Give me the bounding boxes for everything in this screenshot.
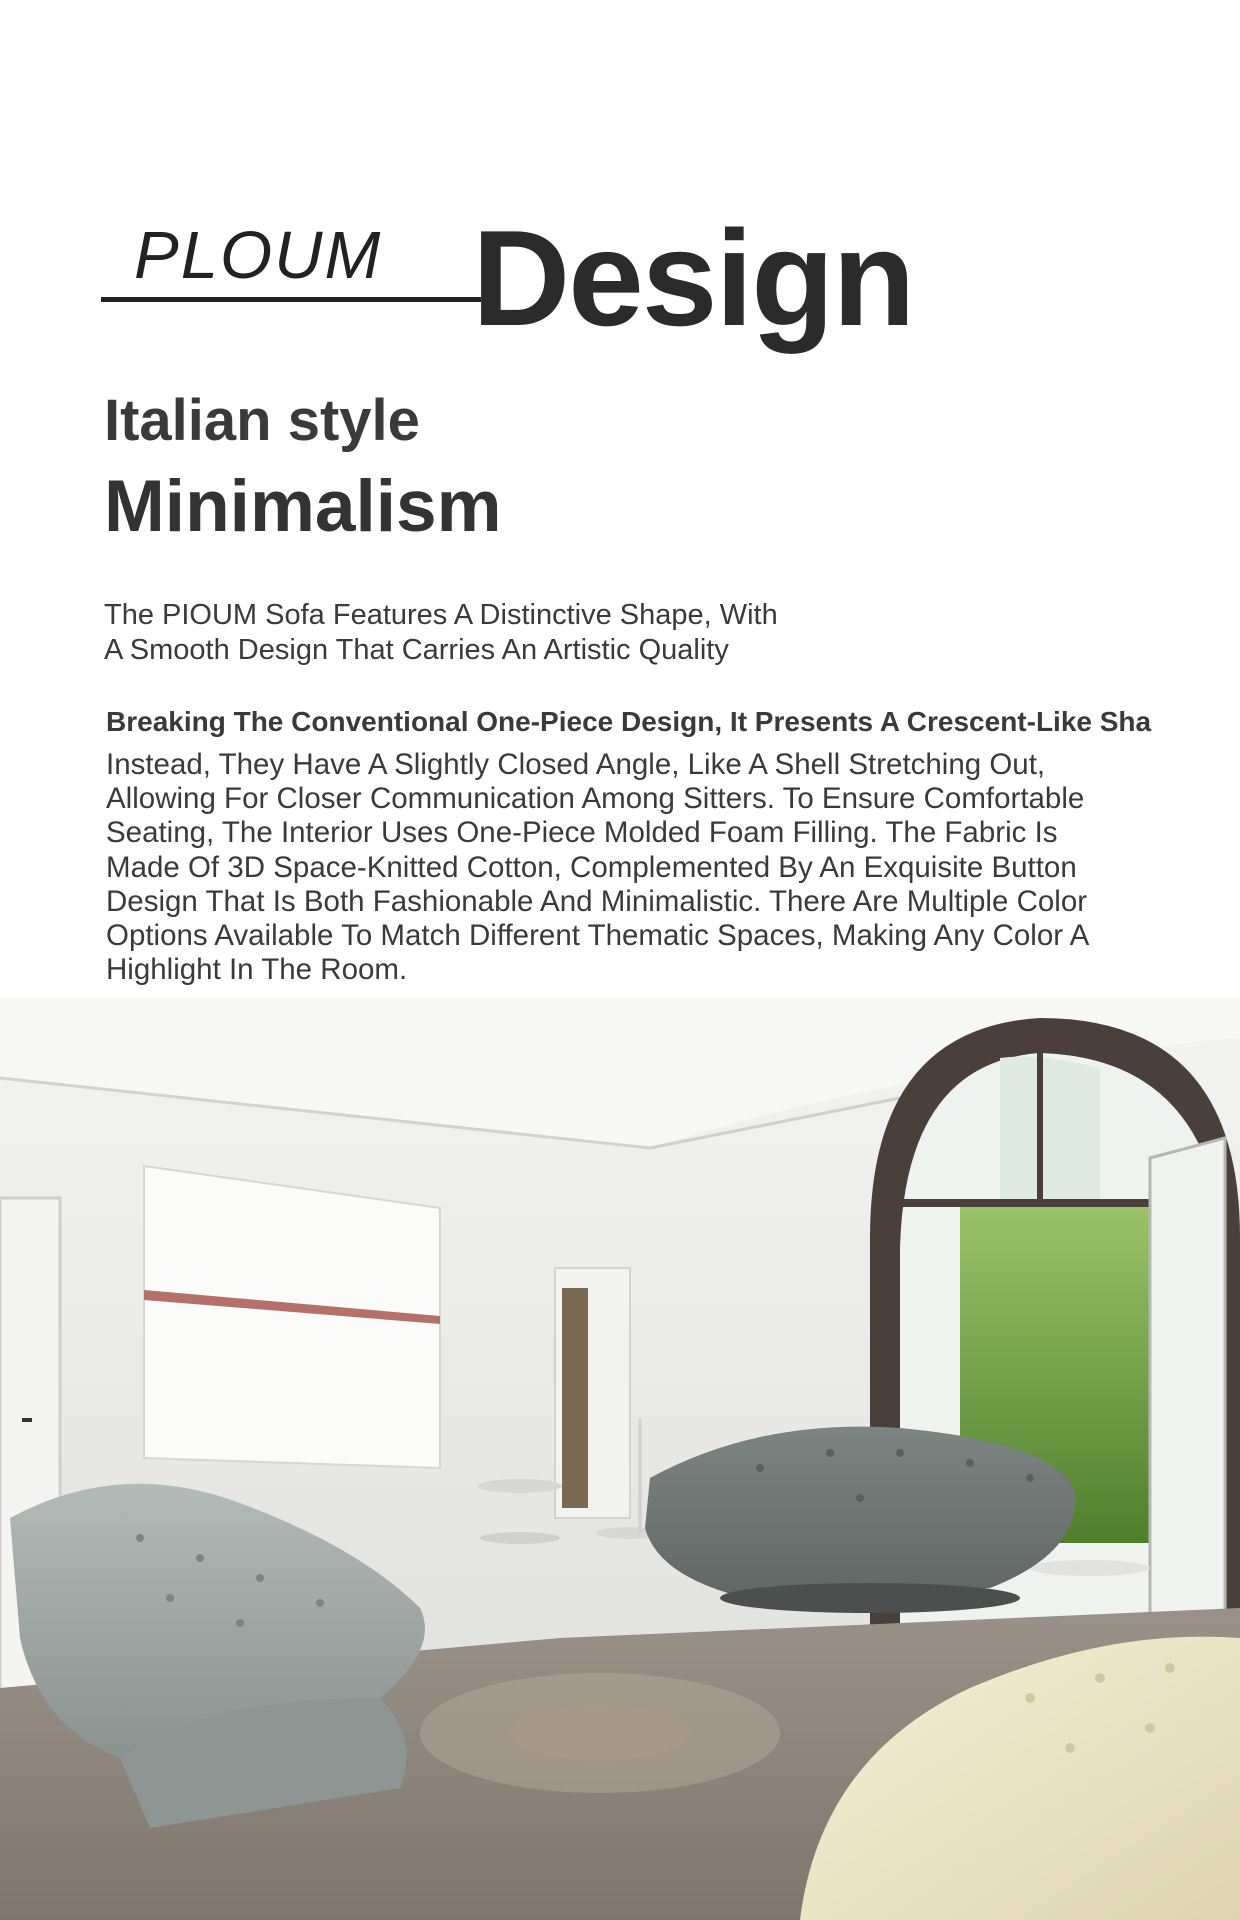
description-line: Options Available To Match Different Thematic Spaces, Making Any Color A <box>106 919 1090 953</box>
description-line: Design That Is Both Fashionable And Minimalistic. There Are Multiple Color <box>106 884 1088 918</box>
logo-design-text: Design <box>472 202 914 354</box>
intro-paragraph <box>104 598 864 668</box>
description-line: Made Of 3D Space-Knitted Cotton, Complemented By An Exquisite Button <box>106 850 1077 884</box>
logo-ploum-text: PLOUM <box>134 218 383 293</box>
description-lead: Breaking The Conventional One-Piece Design, It Presents A Crescent-Like Sha <box>106 706 1152 737</box>
description-line: Highlight In The Room. <box>106 953 408 987</box>
subtitle-italian-style: Italian style <box>104 388 420 453</box>
living-room-photo <box>0 998 1240 1920</box>
description-line: Allowing For Closer Communication Among Sitters. To Ensure Comfortable <box>106 782 1085 816</box>
side-table <box>478 1479 562 1493</box>
wall-painting <box>144 1166 440 1468</box>
intro-line: The PIOUM Sofa Features A Distinctive Shape, With <box>104 599 778 631</box>
description-body <box>106 748 1206 987</box>
side-table <box>1030 1560 1150 1576</box>
description-line: Seating, The Interior Uses One-Piece Molded Foam Filling. The Fabric Is <box>106 816 1058 850</box>
intro-line: A Smooth Design That Carries An Artistic Quality <box>104 634 729 666</box>
description-line: Instead, They Have A Slightly Closed Angle, Like A Shell Stretching Out, <box>106 748 1046 781</box>
subtitle-minimalism: Minimalism <box>104 466 502 547</box>
logo-underline <box>101 297 481 302</box>
